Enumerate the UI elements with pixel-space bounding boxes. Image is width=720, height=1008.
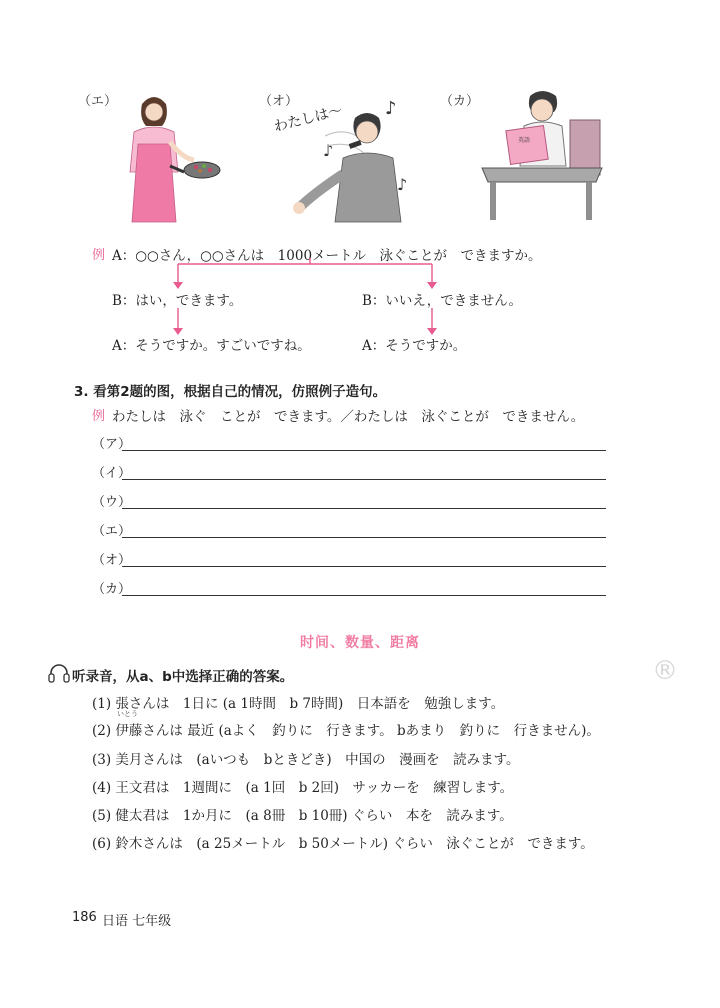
section-title: 时间、数量、距离 — [300, 635, 420, 651]
example-question: A：○○さん，○○さんは 1000メートル 泳ぐことが できますか。 — [112, 248, 542, 264]
picture-label-e: （エ） — [78, 94, 118, 109]
answer-line-o[interactable]: （オ） — [92, 549, 606, 569]
man-singing-illustration — [285, 96, 425, 230]
svg-text:♪: ♪ — [397, 175, 408, 194]
answer-line-u[interactable]: （ウ） — [92, 491, 606, 511]
answer-line-ka[interactable]: （カ） — [92, 578, 606, 598]
picture-label-ka: （カ） — [440, 94, 480, 109]
dialog-no-answer: B：いいえ，できません。 — [362, 293, 523, 309]
speech-text: わたしは～ — [272, 102, 345, 136]
answer-line-a[interactable]: （ア） — [92, 433, 606, 453]
picture-label-o: （オ） — [259, 94, 299, 109]
listening-item-3: (3) 美月さんは (aいつも bときどき) 中国の 漫画を 読みます。 — [92, 752, 520, 768]
furigana-ito: いとう — [117, 710, 138, 718]
exercise-3-example: わたしは 泳ぐ ことが できます。／わたしは 泳ぐことが できません。 — [112, 409, 585, 425]
listening-item-2: (2) 伊藤さんは 最近 (aよく 釣りに 行きます。 bあまり 釣りに 行きません)。 — [92, 723, 600, 739]
listening-instruction: 听录音，从a、b中选择正确的答案。 — [72, 669, 294, 685]
dialog-yes-reply: A：そうですか。すごいですね。 — [112, 338, 311, 354]
page-number: 186 — [72, 910, 97, 925]
headphones-icon[interactable] — [48, 663, 70, 683]
answer-line-i[interactable]: （イ） — [92, 462, 606, 482]
answer-line-e[interactable]: （エ） — [92, 520, 606, 540]
example-marker: 例 — [92, 248, 106, 263]
svg-text:♪: ♪ — [385, 98, 397, 119]
listening-item-5: (5) 健太君は 1か月に (a 8冊 b 10冊) ぐらい 本を 読みます。 — [92, 808, 513, 824]
registered-mark: ® — [652, 656, 678, 686]
listening-item-1: (1) 張さんは 1日に (a 1時間 b 7時間) 日本語を 勉強します。 — [92, 696, 505, 712]
exercise-3-heading: 3. 看第2题的图，根据自己的情况，仿照例子造句。 — [74, 384, 387, 400]
woman-cooking-illustration — [120, 92, 230, 230]
book-title: 英語 — [518, 137, 531, 144]
exercise-3-example-marker: 例 — [92, 409, 106, 424]
dialog-yes-answer: B：はい，できます。 — [112, 293, 243, 309]
dialog-no-reply: A：そうですか。 — [362, 338, 467, 354]
listening-item-6: (6) 鈴木さんは (a 25メートル b 50メートル) ぐらい 泳ぐことが できます。 — [92, 836, 594, 852]
book-name: 日语 七年级 — [102, 914, 172, 929]
listening-item-4: (4) 王文君は 1週間に (a 1回 b 2回) サッカーを 練習します。 — [92, 780, 514, 796]
boy-reading-illustration — [478, 90, 610, 224]
svg-text:♪: ♪ — [323, 141, 334, 160]
